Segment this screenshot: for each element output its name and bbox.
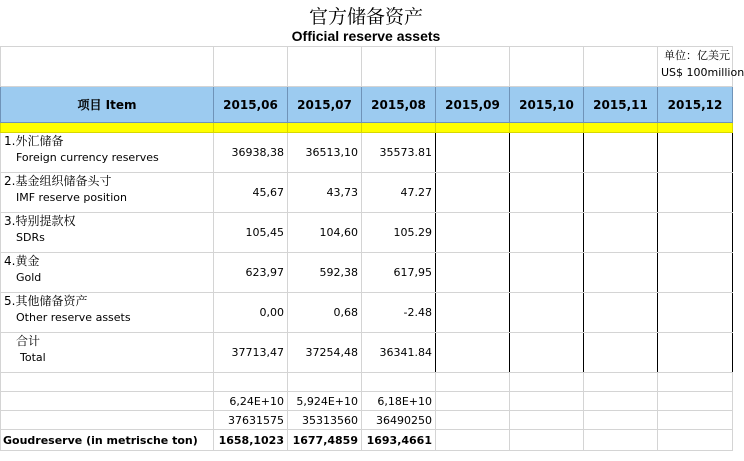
value-cell[interactable]: 617,95 <box>362 253 436 293</box>
header-month[interactable]: 2015,11 <box>584 87 658 123</box>
value-cell[interactable]: 1693,4661 <box>362 430 436 451</box>
cell[interactable] <box>436 47 510 87</box>
cell[interactable] <box>436 430 510 451</box>
value-cell[interactable]: 36513,10 <box>288 133 362 173</box>
value-cell[interactable]: 105,45 <box>214 213 288 253</box>
unit-cell[interactable] <box>658 47 744 87</box>
cell[interactable] <box>584 47 658 87</box>
value-cell[interactable]: 37631575 <box>214 411 288 430</box>
header-month[interactable]: 2015,07 <box>288 87 362 123</box>
value-cell[interactable]: -2.48 <box>362 293 436 333</box>
value-cell[interactable]: 592,38 <box>288 253 362 293</box>
extra-row <box>1 392 733 411</box>
title-english: Official reserve assets <box>291 28 441 44</box>
value-cell[interactable] <box>658 133 733 173</box>
value-cell[interactable]: 37713,47 <box>214 333 288 373</box>
unit-label-en: US$ 100million <box>661 66 744 79</box>
value-cell[interactable] <box>584 293 658 333</box>
header-month[interactable]: 2015,12 <box>658 87 733 123</box>
cell[interactable] <box>288 123 362 133</box>
table-row <box>1 133 733 173</box>
value-cell[interactable] <box>658 253 733 293</box>
spacer-row <box>1 373 733 392</box>
value-cell[interactable] <box>584 253 658 293</box>
row-label-cn: 2.基金组织储备头寸 <box>4 174 112 188</box>
table-row <box>1 253 733 293</box>
cell[interactable] <box>584 392 658 411</box>
row-label-cn: 合计 <box>16 334 41 348</box>
row-label-cn: 3.特别提款权 <box>4 214 76 228</box>
cell[interactable] <box>510 430 584 451</box>
row-label-en: SDRs <box>16 231 45 244</box>
unit-row <box>1 47 733 87</box>
cell[interactable] <box>214 47 288 87</box>
row-label-en: Foreign currency reserves <box>16 151 159 164</box>
cell[interactable] <box>1 392 214 411</box>
value-cell[interactable] <box>436 293 510 333</box>
cell[interactable] <box>436 392 510 411</box>
row-label[interactable] <box>1 293 214 333</box>
value-cell[interactable]: 35573.81 <box>362 133 436 173</box>
cell[interactable] <box>1 411 214 430</box>
unit-label-cn: 单位：亿美元 <box>664 49 730 62</box>
value-cell[interactable] <box>510 253 584 293</box>
row-label-en: Total <box>20 351 46 364</box>
cell[interactable] <box>658 123 733 133</box>
header-month[interactable]: 2015,06 <box>214 87 288 123</box>
cell[interactable] <box>584 373 658 392</box>
gold-reserve-label[interactable]: Goudreserve (in metrische ton) <box>1 430 214 451</box>
value-cell[interactable] <box>584 213 658 253</box>
cell[interactable] <box>584 430 658 451</box>
cell[interactable] <box>214 373 288 392</box>
table-row <box>1 173 733 213</box>
value-cell[interactable]: 45,67 <box>214 173 288 213</box>
cell[interactable] <box>436 373 510 392</box>
header-month[interactable]: 2015,10 <box>510 87 584 123</box>
cell[interactable] <box>436 411 510 430</box>
cell[interactable] <box>658 430 733 451</box>
value-cell[interactable]: 6,24E+10 <box>214 392 288 411</box>
value-cell[interactable]: 36938,38 <box>214 133 288 173</box>
header-row <box>1 87 733 123</box>
value-cell[interactable]: 0,68 <box>288 293 362 333</box>
value-cell[interactable] <box>510 213 584 253</box>
row-label[interactable] <box>1 133 214 173</box>
cell[interactable] <box>658 392 733 411</box>
value-cell[interactable] <box>658 213 733 253</box>
value-cell[interactable]: 104,60 <box>288 213 362 253</box>
value-cell[interactable]: 36341.84 <box>362 333 436 373</box>
value-cell[interactable]: 623,97 <box>214 253 288 293</box>
table-row <box>1 213 733 253</box>
value-cell[interactable] <box>658 293 733 333</box>
value-cell[interactable]: 37254,48 <box>288 333 362 373</box>
value-cell[interactable] <box>436 253 510 293</box>
cell[interactable] <box>510 123 584 133</box>
value-cell[interactable]: 1677,4859 <box>288 430 362 451</box>
cell[interactable] <box>658 411 733 430</box>
table-row <box>1 293 733 333</box>
cell[interactable] <box>510 373 584 392</box>
total-row <box>1 333 733 373</box>
value-cell[interactable]: 6,18E+10 <box>362 392 436 411</box>
header-month[interactable]: 2015,09 <box>436 87 510 123</box>
value-cell[interactable] <box>510 293 584 333</box>
value-cell[interactable]: 43,73 <box>288 173 362 213</box>
value-cell[interactable] <box>436 333 510 373</box>
value-cell[interactable] <box>584 133 658 173</box>
value-cell[interactable] <box>436 213 510 253</box>
value-cell[interactable] <box>510 173 584 213</box>
cell[interactable] <box>658 373 733 392</box>
value-cell[interactable]: 1658,1023 <box>214 430 288 451</box>
cell[interactable] <box>362 123 436 133</box>
cell[interactable] <box>1 373 214 392</box>
cell[interactable] <box>288 373 362 392</box>
row-label-cn: 5.其他储备资产 <box>4 294 88 308</box>
value-cell[interactable] <box>436 133 510 173</box>
cell[interactable] <box>584 411 658 430</box>
extra-row <box>1 411 733 430</box>
cell[interactable] <box>362 373 436 392</box>
row-label-en: IMF reserve position <box>16 191 127 204</box>
cell[interactable] <box>510 411 584 430</box>
value-cell[interactable]: 5,924E+10 <box>288 392 362 411</box>
cell[interactable] <box>510 392 584 411</box>
header-item[interactable]: 项目 Item <box>1 87 214 123</box>
cell[interactable] <box>214 123 288 133</box>
row-label[interactable] <box>1 213 214 253</box>
value-cell[interactable] <box>584 333 658 373</box>
value-cell[interactable]: 105.29 <box>362 213 436 253</box>
value-cell[interactable]: 36490250 <box>362 411 436 430</box>
cell[interactable] <box>362 47 436 87</box>
cell[interactable] <box>288 47 362 87</box>
yellow-separator-row <box>1 123 733 133</box>
row-label[interactable] <box>1 333 214 373</box>
cell[interactable] <box>1 47 214 87</box>
value-cell[interactable]: 35313560 <box>288 411 362 430</box>
value-cell[interactable] <box>510 333 584 373</box>
row-label-en: Other reserve assets <box>16 311 131 324</box>
reserve-table <box>0 46 744 451</box>
cell[interactable] <box>584 123 658 133</box>
row-label[interactable] <box>1 173 214 213</box>
gold-reserve-row <box>1 430 733 451</box>
row-label-cn: 4.黄金 <box>4 254 40 268</box>
value-cell[interactable] <box>658 333 733 373</box>
header-month[interactable]: 2015,08 <box>362 87 436 123</box>
row-label-en: Gold <box>16 271 42 284</box>
value-cell[interactable] <box>658 173 733 213</box>
value-cell[interactable] <box>436 173 510 213</box>
title-chinese: 官方储备资产 <box>308 6 423 28</box>
cell[interactable] <box>1 123 214 133</box>
value-cell[interactable] <box>584 173 658 213</box>
cell[interactable] <box>510 47 584 87</box>
value-cell[interactable]: 47.27 <box>362 173 436 213</box>
row-label-cn: 1.外汇储备 <box>4 134 64 148</box>
value-cell[interactable] <box>510 133 584 173</box>
value-cell[interactable]: 0,00 <box>214 293 288 333</box>
row-label[interactable] <box>1 253 214 293</box>
cell[interactable] <box>436 123 510 133</box>
